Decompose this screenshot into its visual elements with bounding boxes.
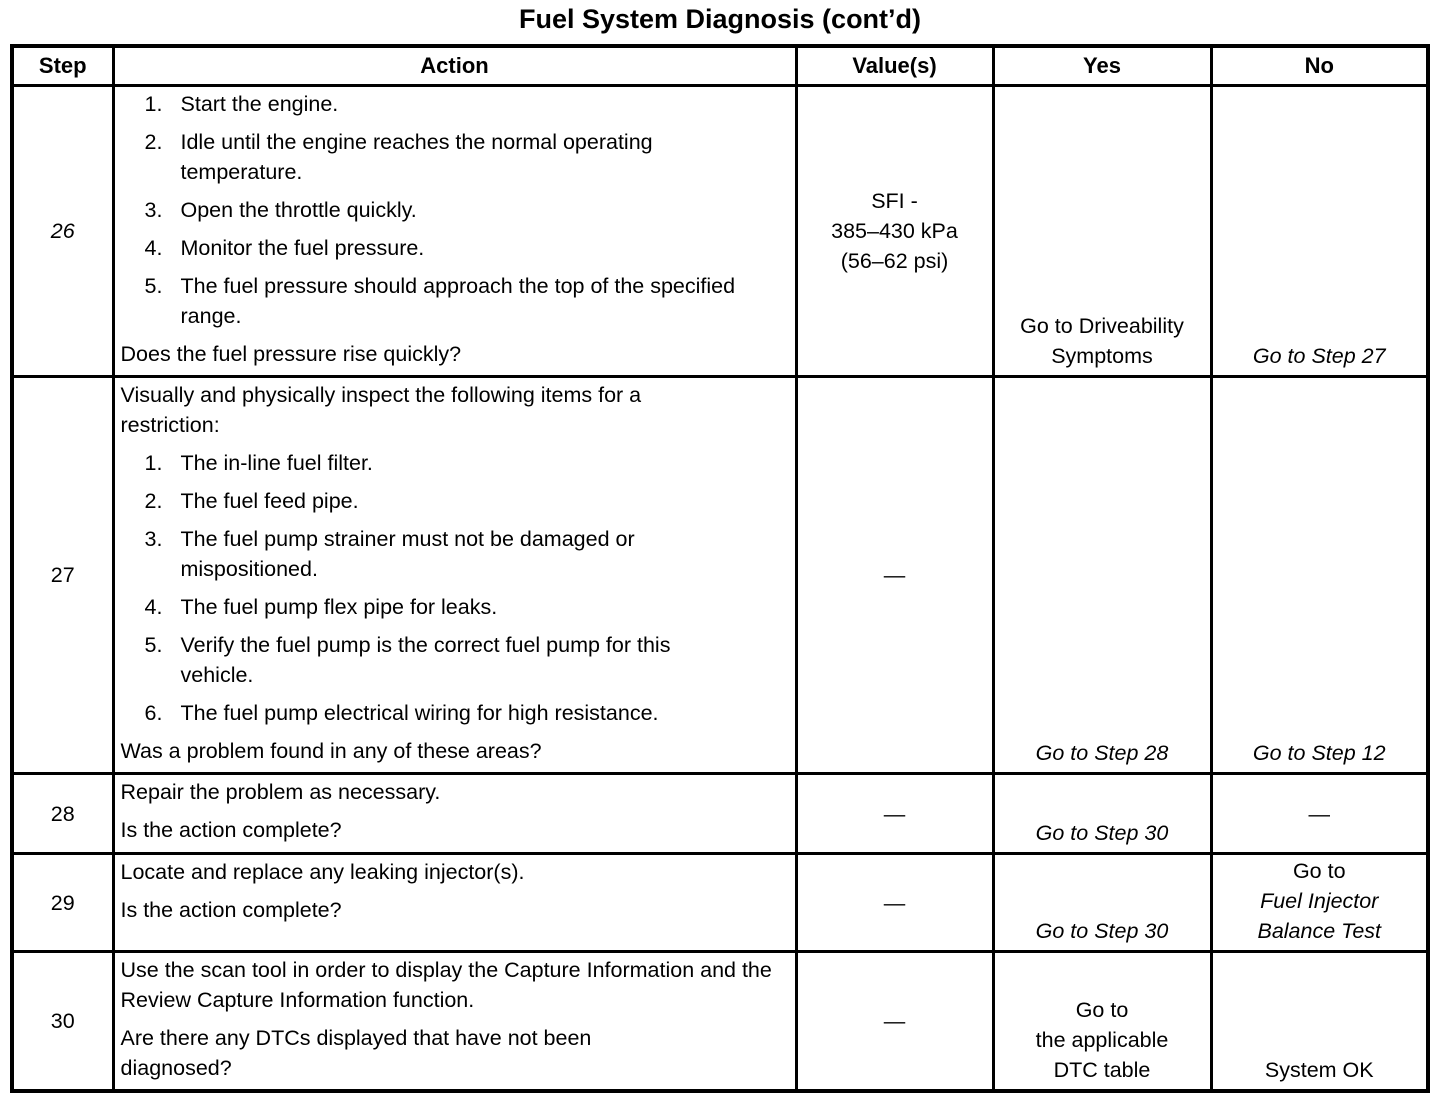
action-cell <box>113 952 796 1092</box>
no-cell: Go to Fuel Injector Balance Test <box>1211 854 1428 952</box>
header-action: Action <box>113 46 796 86</box>
step-number: 29 <box>12 854 113 952</box>
action-intro: Repair the problem as necessary. <box>120 780 441 804</box>
action-intro: Use the scan tool in order to display the Capture Information and the Review Capture Information function. <box>120 958 772 1012</box>
table-row-step-30 <box>12 952 1428 1092</box>
list-item: 4. The fuel pump flex pipe for leaks. <box>144 595 498 619</box>
yes-cell: Go to Step 30 <box>993 774 1211 854</box>
no-cell: — <box>1211 774 1428 854</box>
action-question: Was a problem found in any of these areas? <box>120 739 542 763</box>
table-row-step-26 <box>12 86 1428 377</box>
list-item: 2. The fuel feed pipe. <box>144 489 359 513</box>
yes-cell: Go to Driveability Symptoms <box>993 86 1211 377</box>
step-number: 28 <box>12 774 113 854</box>
list-item: 1. The in-line fuel filter. <box>144 451 373 475</box>
list-item: 3. The fuel pump strainer must not be damaged or mispositioned. <box>144 527 635 581</box>
yes-cell: Go to Step 30 <box>993 854 1211 952</box>
diagnosis-table <box>10 44 1430 1093</box>
action-intro: Visually and physically inspect the following items for a restriction: <box>120 383 642 437</box>
step-number: 26 <box>12 86 113 377</box>
page-title: Fuel System Diagnosis (cont’d) <box>518 4 922 34</box>
table-row-step-29 <box>12 854 1428 952</box>
yes-cell: Go to Step 28 <box>993 377 1211 774</box>
header-step: Step <box>12 46 113 86</box>
step-number: 30 <box>12 952 113 1092</box>
action-cell <box>113 86 796 377</box>
step-number: 27 <box>12 377 113 774</box>
value-cell: — <box>796 377 993 774</box>
value-cell: — <box>796 774 993 854</box>
list-item: 5. Verify the fuel pump is the correct fuel pump for this vehicle. <box>144 633 671 687</box>
header-row <box>12 46 1428 86</box>
table-row-step-27 <box>12 377 1428 774</box>
list-item: 6. The fuel pump electrical wiring for high resistance. <box>144 701 659 725</box>
list-item: 4. Monitor the fuel pressure. <box>144 236 425 260</box>
value-cell: SFI - 385–430 kPa (56–62 psi) <box>796 86 993 377</box>
value-cell: — <box>796 854 993 952</box>
list-item: 2. Idle until the engine reaches the normal operating temperature. <box>144 130 653 184</box>
action-cell <box>113 774 796 854</box>
action-question: Is the action complete? <box>120 898 342 922</box>
header-yes: Yes <box>993 46 1211 86</box>
yes-cell: Go to the applicable DTC table <box>993 952 1211 1092</box>
action-question: Are there any DTCs displayed that have not been diagnosed? <box>120 1026 592 1080</box>
action-intro: Locate and replace any leaking injector(s). <box>120 860 525 884</box>
no-cell: Go to Step 27 <box>1211 86 1428 377</box>
list-item: 1. Start the engine. <box>144 92 339 116</box>
action-question: Does the fuel pressure rise quickly? <box>120 342 462 366</box>
no-cell: System OK <box>1211 952 1428 1092</box>
action-cell <box>113 854 796 952</box>
table-row-step-28 <box>12 774 1428 854</box>
action-question: Is the action complete? <box>120 818 342 842</box>
list-item: 3. Open the throttle quickly. <box>144 198 417 222</box>
no-cell: Go to Step 12 <box>1211 377 1428 774</box>
header-no: No <box>1211 46 1428 86</box>
value-cell: — <box>796 952 993 1092</box>
header-values: Value(s) <box>796 46 993 86</box>
list-item: 5. The fuel pressure should approach the top of the specified range. <box>144 274 736 328</box>
action-cell <box>113 377 796 774</box>
